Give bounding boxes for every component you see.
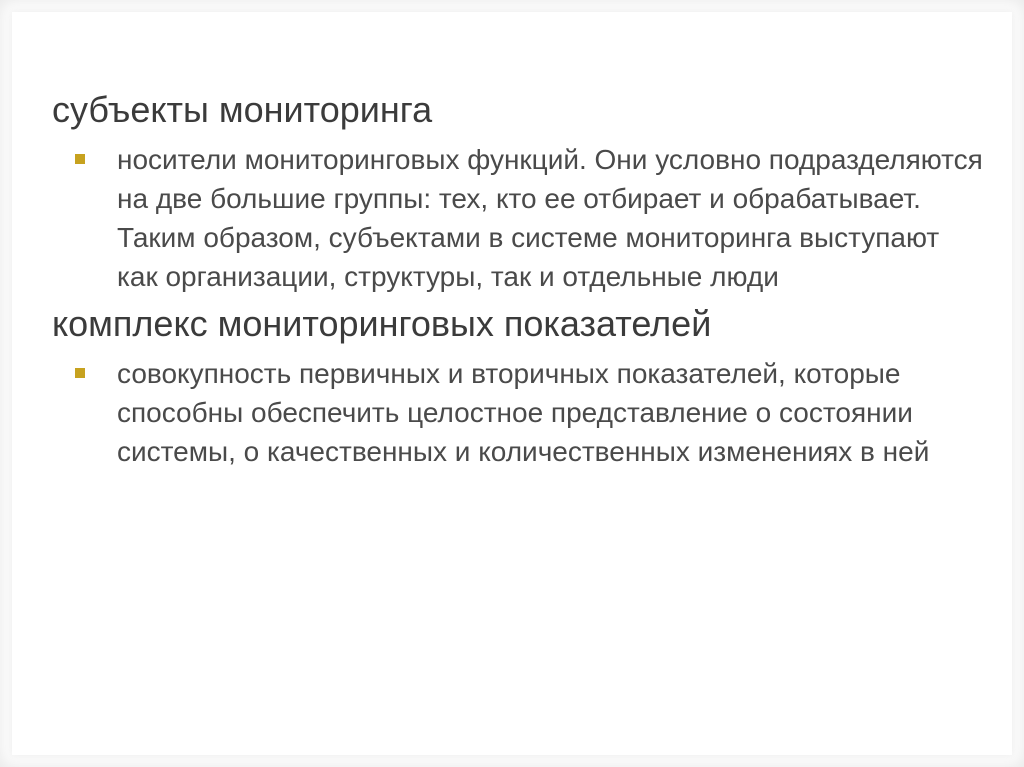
section-heading-subjects: субъекты мониторинга xyxy=(52,89,433,130)
section-heading-indicators: комплекс мониторинговых показателей xyxy=(52,303,712,344)
bullet-text-subjects: носители мониторинговых функций. Они условно подразделяются на две большие группы: тех, кто ее отбирает и обрабатывает. Таким образом, субъектами в системе мониторинга выступают как организации, структуры, так и отдельные люди xyxy=(117,144,983,292)
slide xyxy=(12,12,1012,755)
bullet-item-subjects xyxy=(117,140,987,296)
slide-content xyxy=(52,88,1012,471)
bullet-text-indicators: совокупность первичных и вторичных показателей, которые способны обеспечить целостное представление о состоянии системы, о качественных и количественных изменениях в ней xyxy=(117,358,930,467)
square-bullet-icon xyxy=(75,154,85,164)
bullet-item-indicators xyxy=(117,354,987,471)
square-bullet-icon xyxy=(75,368,85,378)
